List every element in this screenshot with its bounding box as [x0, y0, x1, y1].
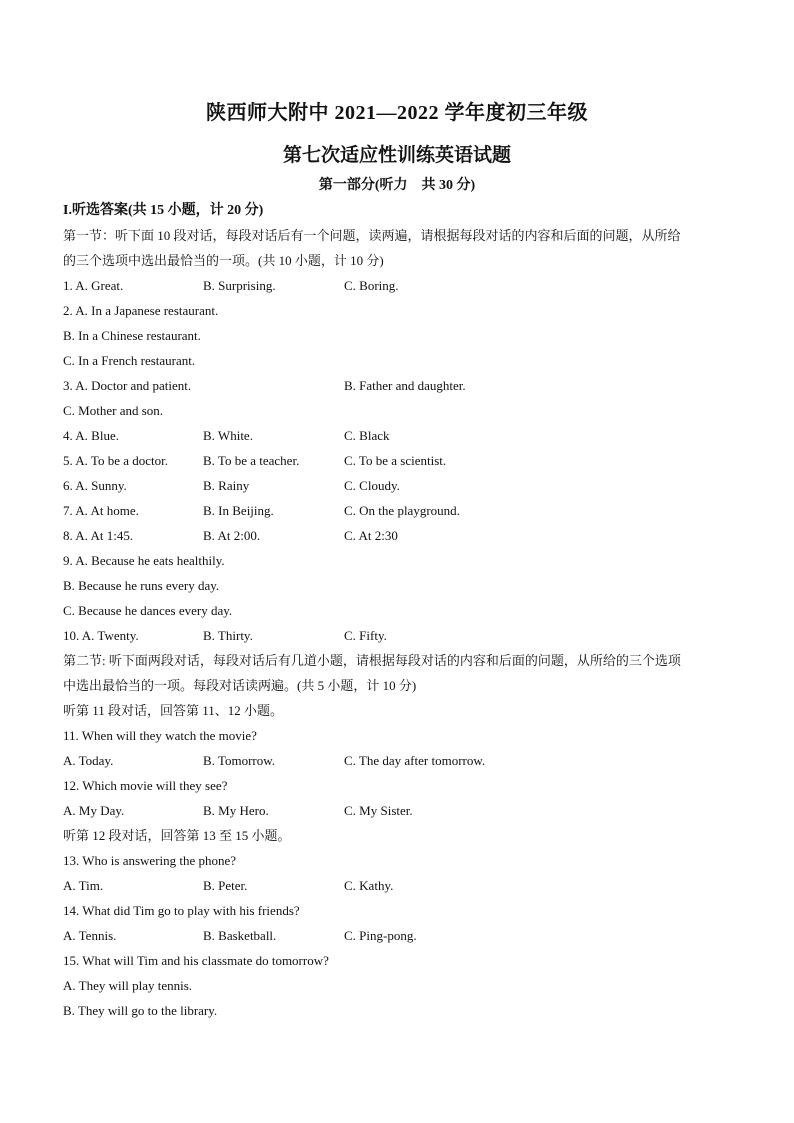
q5-option-b: B. To be a teacher.	[203, 453, 300, 468]
q3-option-a: 3. A. Doctor and patient.	[63, 378, 192, 393]
q8-option-c: C. At 2:30	[344, 528, 398, 543]
q10-option-b: B. Thirty.	[203, 628, 253, 643]
exam-title-line2: 第七次适应性训练英语试题	[282, 145, 511, 166]
part2-intro-line2: 中选出最恰当的一项。每段对话读两遍。(共 5 小题，计 10 分)	[63, 678, 417, 693]
q7-option-b: B. In Beijing.	[203, 503, 274, 518]
q9-option-a: 9. A. Because he eats healthily.	[63, 553, 225, 568]
q13-option-b: B. Peter.	[203, 878, 248, 893]
q11-stem: 11. When will they watch the movie?	[63, 728, 257, 743]
part2-intro-line1: 第二节: 听下面两段对话，每段对话后有几道小题，请根据每段对话的内容和后面的问题，从所给的三个选项	[63, 653, 681, 668]
q9-option-b: B. Because he runs every day.	[63, 578, 220, 593]
question-6-options	[63, 473, 733, 498]
q11-option-c: C. The day after tomorrow.	[344, 753, 486, 768]
q2-option-c: C. In a French restaurant.	[63, 353, 196, 368]
q8-option-b: B. At 2:00.	[203, 528, 261, 543]
q12-option-b: B. My Hero.	[203, 803, 269, 818]
q12-stem: 12. Which movie will they see?	[63, 778, 228, 793]
q12-option-c: C. My Sister.	[344, 803, 413, 818]
question-3-options	[63, 373, 733, 398]
q5-option-c: C. To be a scientist.	[344, 453, 447, 468]
q3-option-b: B. Father and daughter.	[344, 378, 466, 393]
q11-option-b: B. Tomorrow.	[203, 753, 276, 768]
q3-option-c: C. Mother and son.	[63, 403, 164, 418]
question-5-options	[63, 448, 733, 473]
part-title: 第一部分(听力 共 30 分)	[318, 178, 476, 193]
q11-option-a: A. Today.	[63, 753, 114, 768]
q5-option-a: 5. A. To be a doctor.	[63, 453, 169, 468]
q14-stem: 14. What did Tim go to play with his friends?	[63, 903, 300, 918]
q6-option-c: C. Cloudy.	[344, 478, 400, 493]
q4-option-a: 4. A. Blue.	[63, 428, 119, 443]
question-8-options	[63, 523, 733, 548]
q8-option-a: 8. A. At 1:45.	[63, 528, 134, 543]
question-14-options	[63, 923, 733, 948]
q1-option-c: C. Boring.	[344, 278, 399, 293]
question-13-options	[63, 873, 733, 898]
q9-option-c: C. Because he dances every day.	[63, 603, 233, 618]
q4-option-b: B. White.	[203, 428, 253, 443]
question-1-options	[63, 273, 733, 298]
q13-stem: 13. Who is answering the phone?	[63, 853, 237, 868]
q15-stem: 15. What will Tim and his classmate do tomorrow?	[63, 953, 329, 968]
q13-option-a: A. Tim.	[63, 878, 104, 893]
question-4-options	[63, 423, 733, 448]
q4-option-c: C. Black	[344, 428, 390, 443]
q1-option-b: B. Surprising.	[203, 278, 276, 293]
q14-option-c: C. Ping-pong.	[344, 928, 417, 943]
question-10-options	[63, 623, 733, 648]
q6-option-b: B. Rainy	[203, 478, 250, 493]
part1-intro-line1: 第一节：听下面 10 段对话，每段对话后有一个问题，读两遍，请根据每段对话的内容和后面的问题，从所给	[63, 228, 681, 243]
q14-option-a: A. Tennis.	[63, 928, 117, 943]
q2-option-b: B. In a Chinese restaurant.	[63, 328, 201, 343]
q15-option-a: A. They will play tennis.	[63, 978, 193, 993]
question-11-options	[63, 748, 733, 773]
question-7-options	[63, 498, 733, 523]
q12-option-a: A. My Day.	[63, 803, 125, 818]
q1-option-a: 1. A. Great.	[63, 278, 124, 293]
section-heading: I.听选答案(共 15 小题，计 20 分)	[63, 203, 264, 218]
dialog-12-intro: 听第 12 段对话，回答第 13 至 15 小题。	[63, 828, 291, 843]
exam-content	[63, 198, 733, 1023]
q10-option-c: C. Fifty.	[344, 628, 387, 643]
question-12-options	[63, 798, 733, 823]
q6-option-a: 6. A. Sunny.	[63, 478, 127, 493]
q2-option-a: 2. A. In a Japanese restaurant.	[63, 303, 219, 318]
q10-option-a: 10. A. Twenty.	[63, 628, 139, 643]
q13-option-c: C. Kathy.	[344, 878, 394, 893]
q7-option-a: 7. A. At home.	[63, 503, 139, 518]
q15-option-b: B. They will go to the library.	[63, 1003, 218, 1018]
q7-option-c: C. On the playground.	[344, 503, 460, 518]
exam-title-line1: 陕西师大附中 2021—2022 学年度初三年级	[206, 102, 588, 124]
q14-option-b: B. Basketball.	[203, 928, 277, 943]
part1-intro-line2: 的三个选项中选出最恰当的一项。(共 10 小题，计 10 分)	[63, 253, 384, 268]
dialog-11-intro: 听第 11 段对话，回答第 11、12 小题。	[63, 703, 284, 718]
